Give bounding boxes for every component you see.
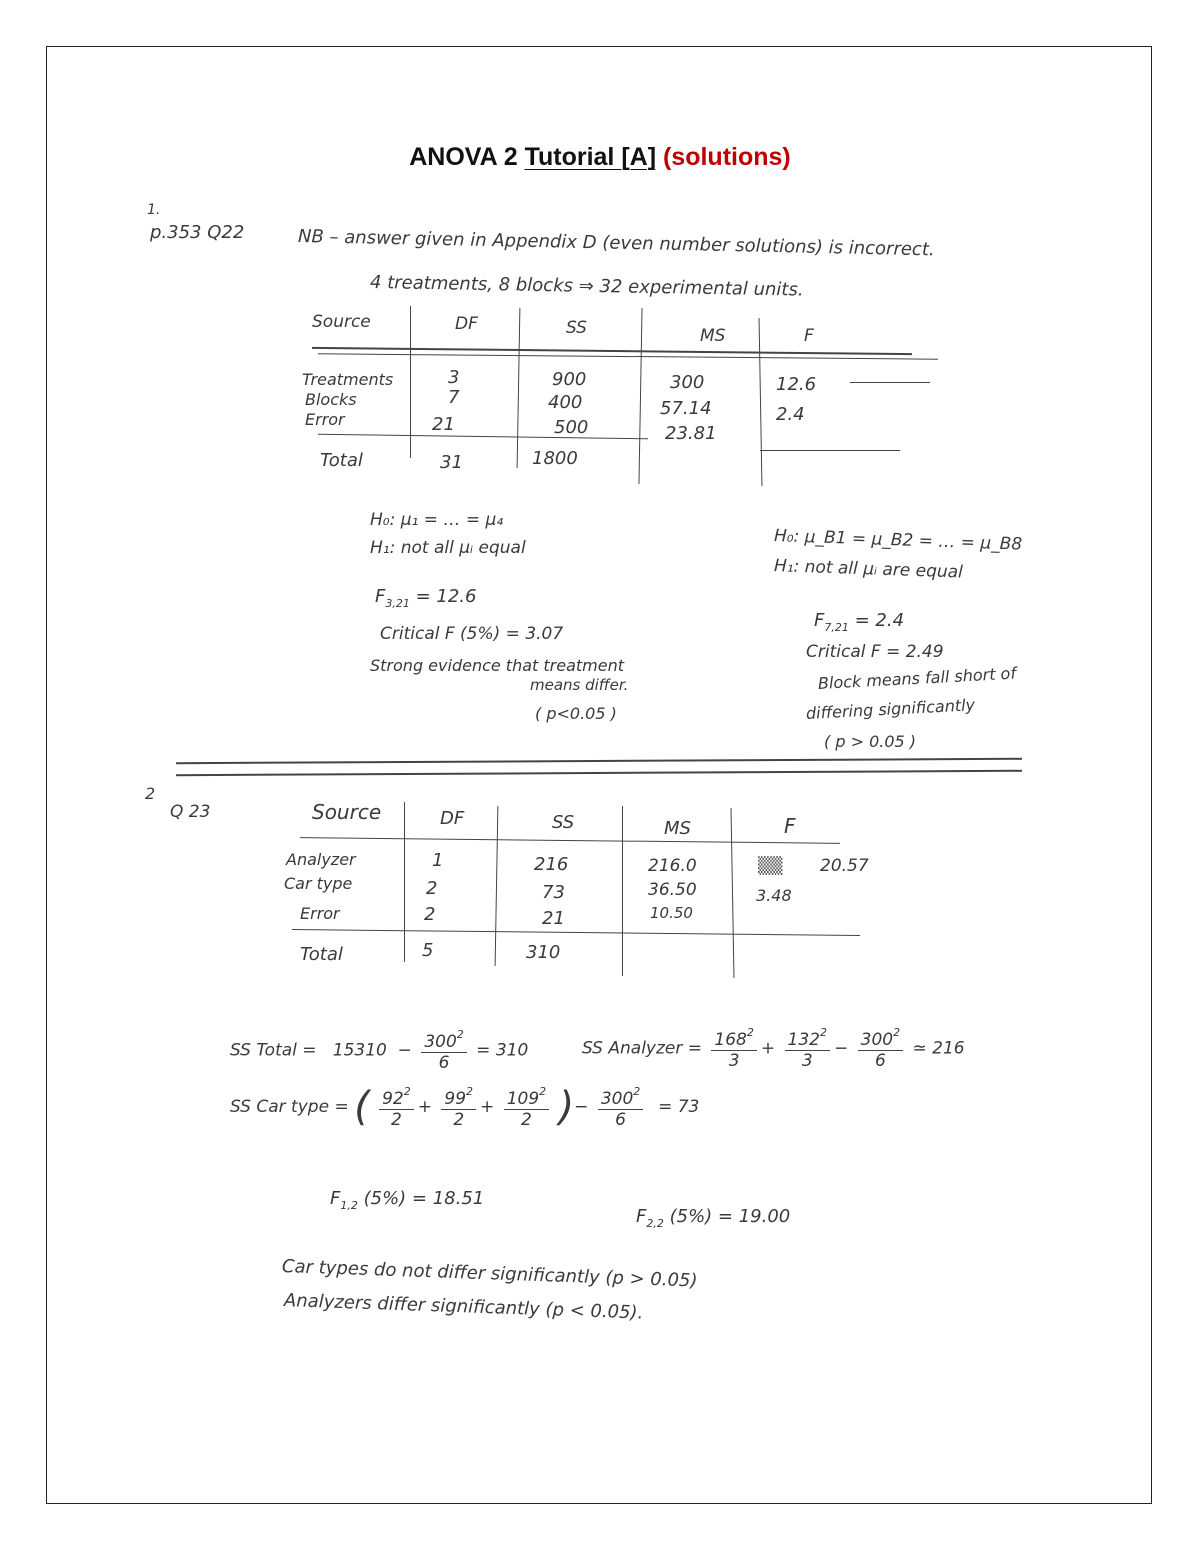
title-solutions: (solutions): [662, 143, 791, 171]
q1-right-fstat: [814, 610, 904, 634]
crit1-sub: 1,2: [340, 1199, 358, 1212]
q2-row-cartype-f: 3.48: [756, 886, 792, 905]
ss-cartype-frac-3: $\frac{109^2}{2}$: [504, 1085, 549, 1130]
q1-left-conclusion-3: ( p<0.05 ): [535, 704, 617, 723]
q1-right-conclusion-3: ( p > 0.05 ): [824, 732, 917, 751]
q2-row-cartype-source: Car type: [284, 874, 353, 893]
crit2-label: F: [636, 1206, 647, 1227]
q2-row-error-ms: 10.50: [650, 904, 693, 922]
q1-header-df: DF: [455, 314, 478, 334]
ss-analyzer-result: ≃ 216: [912, 1038, 965, 1059]
q1-number: 1.: [147, 202, 161, 218]
q2-row-analyzer-source: Analyzer: [286, 850, 356, 869]
q1-total-df: 31: [440, 452, 463, 473]
q1-left-critical: Critical F (5%) = 3.07: [380, 624, 564, 644]
q2-header-source: Source: [312, 800, 382, 824]
q1-header-source: Source: [312, 312, 371, 332]
q1-row-treatments-source: Treatments: [302, 370, 394, 389]
page-title: [0, 143, 1200, 172]
ss-cartype-n3: 109: [506, 1088, 540, 1109]
ss-cartype-n4: 300: [600, 1088, 634, 1109]
q1-left-fstat: [375, 586, 476, 610]
crit1-label: F: [330, 1188, 341, 1209]
q1-row-error-source: Error: [305, 410, 345, 429]
ss-cartype-frac-1: $\frac{92^2}{2}$: [379, 1085, 414, 1130]
ss-analyzer-d2: 3: [801, 1051, 813, 1071]
ss-cartype-result: = 73: [658, 1097, 700, 1117]
ss-total-sum-squares: 15310: [332, 1040, 387, 1061]
q1-vrule-1: [410, 306, 411, 458]
q1-note-2: 4 treatments, 8 blocks ⇒ 32 experimental units.: [369, 272, 804, 301]
ss-cartype-d3: 2: [521, 1109, 532, 1130]
q1-right-f-label: F: [814, 610, 825, 631]
q1-right-conclusion-1: Block means fall short of: [817, 663, 1017, 693]
q1-row-blocks-source: Blocks: [305, 390, 357, 409]
ss-analyzer-frac-3: $\frac{300^2}{6}$: [858, 1026, 903, 1071]
ss-total-result: = 310: [476, 1040, 529, 1061]
ss-cartype-d2: 2: [453, 1109, 465, 1130]
ss-cartype-n2: 99: [444, 1088, 467, 1109]
ss-analyzer-frac-2: $\frac{132^2}{3}$: [785, 1026, 830, 1071]
q2-header-f: F: [784, 814, 796, 838]
q1-header-f: F: [804, 326, 814, 346]
ss-analyzer-d3: 6: [874, 1051, 886, 1071]
ss-total-den: 6: [438, 1053, 450, 1073]
q2-vrule-3: [622, 806, 623, 976]
ss-analyzer-d1: 3: [728, 1051, 740, 1071]
q2-number: 2: [145, 784, 156, 803]
q2-row-analyzer-f: 20.57: [820, 856, 869, 876]
q1-left-conclusion-2: means differ.: [530, 676, 629, 694]
q1-left-h0: H₀: μ₁ = … = μ₄: [370, 510, 504, 530]
ss-cartype-d1: 2: [391, 1109, 402, 1130]
q1-ref: p.353 Q22: [150, 222, 245, 243]
critical-f-analyzer: [330, 1188, 484, 1212]
q1-right-conclusion-2: differing significantly: [805, 695, 976, 723]
ss-cartype-n1: 92: [382, 1088, 404, 1109]
ss-cartype-label: SS Car type =: [230, 1097, 349, 1117]
q1-left-f-label: F: [375, 586, 386, 607]
ss-total-line: SS Total = 15310 − $\frac{300^2}{6}$ = 310: [230, 1028, 529, 1073]
q1-total-label: Total: [320, 450, 363, 471]
ss-analyzer-n3: 300: [860, 1030, 894, 1050]
q1-right-critical: Critical F = 2.49: [806, 642, 944, 662]
q2-row-error-df: 2: [424, 904, 436, 925]
q1-header-ss: SS: [566, 318, 587, 338]
ss-total-fraction: $\frac{300^2}{6}$: [421, 1028, 466, 1073]
ss-cartype-line: SS Car type = ( $\frac{92^2}{2}$ + $\frac{99^2}{2}$ + $\frac{109^2}{2}$ )− $\frac{300^2}{6}$ = 73: [230, 1084, 700, 1130]
q1-right-h1: H₁: not all μᵢ are equal: [773, 556, 964, 583]
q1-row-treatments-ss: 900: [552, 369, 587, 390]
ss-total-label: SS Total =: [230, 1040, 317, 1061]
q2-header-ss: SS: [552, 812, 575, 833]
q1-row-blocks-df: 7: [448, 387, 460, 408]
title-tutorial: Tutorial [A]: [524, 143, 657, 171]
crit2-value: (5%) = 19.00: [669, 1206, 791, 1227]
ss-analyzer-label: SS Analyzer =: [582, 1038, 703, 1059]
q2-row-error-source: Error: [300, 904, 340, 923]
ss-total-num: 300: [424, 1032, 457, 1052]
q2-f-scribble: ▒▒: [758, 856, 783, 875]
q2-total-label: Total: [300, 944, 343, 965]
ss-cartype-frac-2: $\frac{99^2}{2}$: [441, 1085, 476, 1130]
q1-row-treatments-ms: 300: [670, 372, 705, 393]
q2-ref: Q 23: [170, 802, 211, 822]
q1-right-f-val: = 2.4: [854, 610, 905, 631]
q1-left-h1: H₁: not all μᵢ equal: [370, 538, 526, 558]
critical-f-cartype: [636, 1206, 790, 1230]
ss-analyzer-n1: 168: [714, 1030, 747, 1050]
q1-row-error-ss: 500: [554, 417, 589, 438]
ss-analyzer-line: SS Analyzer = $\frac{168^2}{3}$ + $\frac{132^2}{3}$ − $\frac{300^2}{6}$ ≃ 216: [582, 1026, 965, 1071]
q2-row-cartype-df: 2: [426, 878, 438, 899]
q2-row-cartype-ms: 36.50: [648, 880, 697, 900]
q1-row-blocks-ss: 400: [548, 392, 583, 413]
q1-total-ss: 1800: [532, 448, 578, 469]
q2-header-ms: MS: [664, 818, 691, 839]
q1-f-col-rule: [760, 450, 900, 451]
q1-row-error-df: 21: [432, 414, 455, 435]
crit1-value: (5%) = 18.51: [363, 1188, 485, 1209]
q1-left-f-sub: 3,21: [385, 597, 410, 610]
q1-row-error-ms: 23.81: [665, 423, 717, 444]
q1-header-ms: MS: [700, 326, 726, 346]
q2-conclusion-analyzers: Analyzers differ significantly (p < 0.05).: [283, 1290, 644, 1324]
ss-analyzer-frac-1: $\frac{168^2}{3}$: [711, 1026, 756, 1071]
q1-note-1: NB – answer given in Appendix D (even number solutions) is incorrect.: [297, 226, 935, 261]
q2-conclusion-cartypes: Car types do not differ significantly (p > 0.05): [281, 1256, 698, 1292]
q2-total-ss: 310: [526, 942, 561, 963]
q1-left-f-val: = 12.6: [415, 586, 477, 607]
q2-vrule-1: [404, 802, 405, 962]
q1-row-treatments-f: 12.6: [776, 374, 817, 395]
title-main: ANOVA 2: [409, 143, 518, 171]
q2-row-analyzer-ss: 216: [534, 854, 569, 875]
q2-row-cartype-ss: 73: [542, 882, 565, 903]
q2-row-error-ss: 21: [542, 908, 565, 929]
crit2-sub: 2,2: [646, 1217, 664, 1230]
ss-cartype-frac-4: $\frac{300^2}{6}$: [598, 1085, 643, 1130]
q1-row-blocks-f: 2.4: [776, 404, 805, 425]
ss-analyzer-n2: 132: [787, 1030, 820, 1050]
q2-row-analyzer-ms: 216.0: [648, 856, 697, 876]
q1-left-conclusion-1: Strong evidence that treatment: [370, 656, 624, 675]
ss-cartype-d4: 6: [615, 1109, 626, 1130]
q1-f-col-stroke: [850, 382, 930, 383]
q2-row-analyzer-df: 1: [432, 850, 444, 871]
q1-right-f-sub: 7,21: [824, 621, 849, 634]
q1-right-h0: H₀: μ_B1 = μ_B2 = … = μ_B8: [773, 526, 1023, 555]
q2-total-df: 5: [422, 940, 434, 961]
q1-row-treatments-df: 3: [448, 367, 460, 388]
q1-row-blocks-ms: 57.14: [660, 398, 712, 419]
q2-header-df: DF: [440, 808, 465, 829]
